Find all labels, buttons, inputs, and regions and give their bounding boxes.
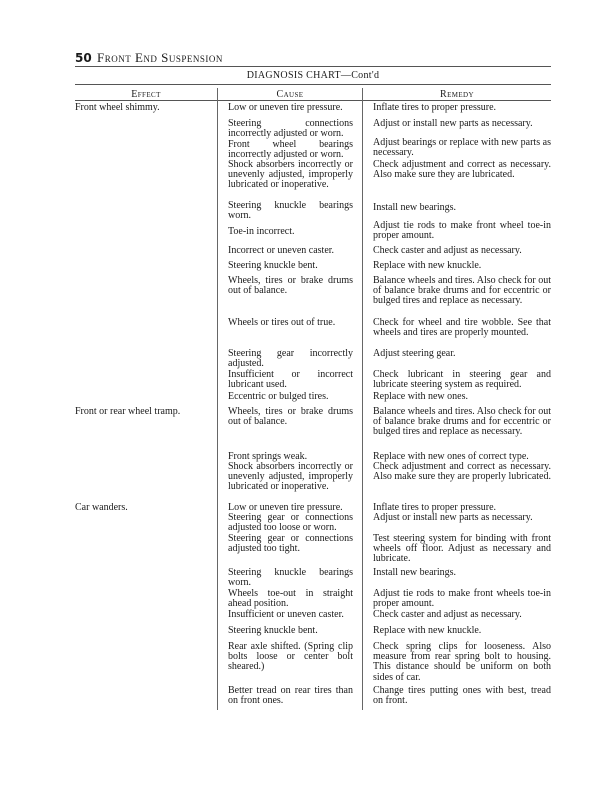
column-header-effect: Effect	[131, 89, 161, 100]
remedy-cell: Adjust tie rods to make front wheel toe-in proper amount.	[373, 220, 551, 242]
cause-cell: Steering gear or connections adjusted too tight.	[228, 533, 353, 555]
cause-cell: Steering connections incorrectly adjusted or worn.	[228, 118, 353, 140]
cause-cell: Insufficient or uneven caster.	[228, 609, 344, 620]
remedy-cell: Inflate tires to proper pressure.	[373, 102, 497, 113]
cause-cell: Steering gear incorrectly adjusted.	[228, 348, 353, 370]
cause-cell: Steering knuckle bearings worn.	[228, 200, 353, 222]
remedy-cell: Change tires putting ones with best, tread on front.	[373, 685, 551, 707]
running-title: Front End Suspension	[97, 50, 223, 65]
remedy-cell: Replace with new ones of correct type.	[373, 451, 529, 462]
cause-cell: Steering knuckle bent.	[228, 625, 318, 636]
cause-cell: Low or uneven tire pressure.	[228, 102, 343, 113]
column-header-rule	[75, 100, 551, 101]
cause-cell: Low or uneven tire pressure.	[228, 502, 343, 513]
column-header-remedy: Remedy	[440, 89, 474, 100]
cause-cell: Wheels or tires out of true.	[228, 317, 336, 328]
cause-cell: Better tread on rear tires than on front ones.	[228, 685, 353, 707]
effect-cell: Front or rear wheel tramp.	[75, 406, 181, 417]
remedy-cell: Adjust steering gear.	[373, 348, 456, 359]
column-header-cause: Cause	[276, 89, 304, 100]
remedy-cell: Replace with new knuckle.	[373, 625, 482, 636]
remedy-cell: Install new bearings.	[373, 567, 457, 578]
cause-cell: Toe-in incorrect.	[228, 226, 295, 237]
cause-cell: Front springs weak.	[228, 451, 308, 462]
remedy-cell: Check adjustment and correct as necessary. Also make sure they are properly lubricated.	[373, 461, 551, 483]
remedy-cell: Test steering system for binding with front wheels off floor. Adjust as necessary and lubricate.	[373, 533, 551, 565]
remedy-cell: Check spring clips for looseness. Also measure from rear spring bolt to housing. This distance should be uniform on both sides of car.	[373, 641, 551, 683]
remedy-cell: Check caster and adjust as necessary.	[373, 245, 522, 256]
cause-cell: Wheels toe-out in straight ahead position.	[228, 588, 353, 610]
remedy-cell: Replace with new ones.	[373, 391, 468, 402]
cause-cell: Shock absorbers incorrectly or unevenly adjusted, improperly lubricated or inoperative.	[228, 461, 353, 493]
chart-title: DIAGNOSIS CHART—Cont'd	[246, 70, 380, 81]
remedy-cell: Inflate tires to proper pressure.	[373, 502, 497, 513]
cause-cell: Steering knuckle bent.	[228, 260, 318, 271]
cause-cell: Shock absorbers incorrectly or unevenly adjusted, improperly lubricated or inoperative.	[228, 159, 353, 191]
remedy-cell: Install new bearings.	[373, 202, 457, 213]
cause-cell: Wheels, tires or brake drums out of balance.	[228, 275, 353, 297]
cause-cell: Incorrect or uneven caster.	[228, 245, 335, 256]
remedy-cell: Adjust or install new parts as necessary.	[373, 118, 533, 129]
remedy-cell: Balance wheels and tires. Also check for out of balance brake drums and for eccentric or bulged tires and replace as necessary.	[373, 406, 551, 438]
remedy-cell: Adjust or install new parts as necessary.	[373, 512, 533, 523]
header-rule	[75, 66, 551, 67]
effect-cell: Car wanders.	[75, 502, 128, 513]
remedy-cell: Adjust bearings or replace with new parts as necessary.	[373, 137, 551, 159]
remedy-cell: Balance wheels and tires. Also check for out of balance brake drums and for eccentric or bulged tires and replace as necessary.	[373, 275, 551, 307]
effect-cell: Front wheel shimmy.	[75, 102, 160, 113]
cause-cell: Steering knuckle bearings worn.	[228, 567, 353, 589]
cause-cell: Insufficient or incorrect lubricant used.	[228, 369, 353, 391]
cause-cell: Eccentric or bulged tires.	[228, 391, 329, 402]
page-number: 50	[75, 51, 92, 65]
title-rule	[75, 84, 551, 85]
column-divider	[362, 88, 363, 710]
cause-cell: Front wheel bearings incorrectly adjusted or worn.	[228, 139, 353, 161]
remedy-cell: Check lubricant in steering gear and lubricate steering system as required.	[373, 369, 551, 391]
column-divider	[217, 88, 218, 710]
remedy-cell: Replace with new knuckle.	[373, 260, 482, 271]
remedy-cell: Check for wheel and tire wobble. See that wheels and tires are properly mounted.	[373, 317, 551, 339]
cause-cell: Steering gear or connections adjusted too loose or worn.	[228, 512, 353, 534]
cause-cell: Wheels, tires or brake drums out of balance.	[228, 406, 353, 428]
cause-cell: Rear axle shifted. (Spring clip bolts loose or center bolt sheared.)	[228, 641, 353, 673]
remedy-cell: Check caster and adjust as necessary.	[373, 609, 522, 620]
remedy-cell: Adjust tie rods to make front wheels toe-in proper amount.	[373, 588, 551, 610]
remedy-cell: Check adjustment and correct as necessary. Also make sure they are lubricated.	[373, 159, 551, 181]
